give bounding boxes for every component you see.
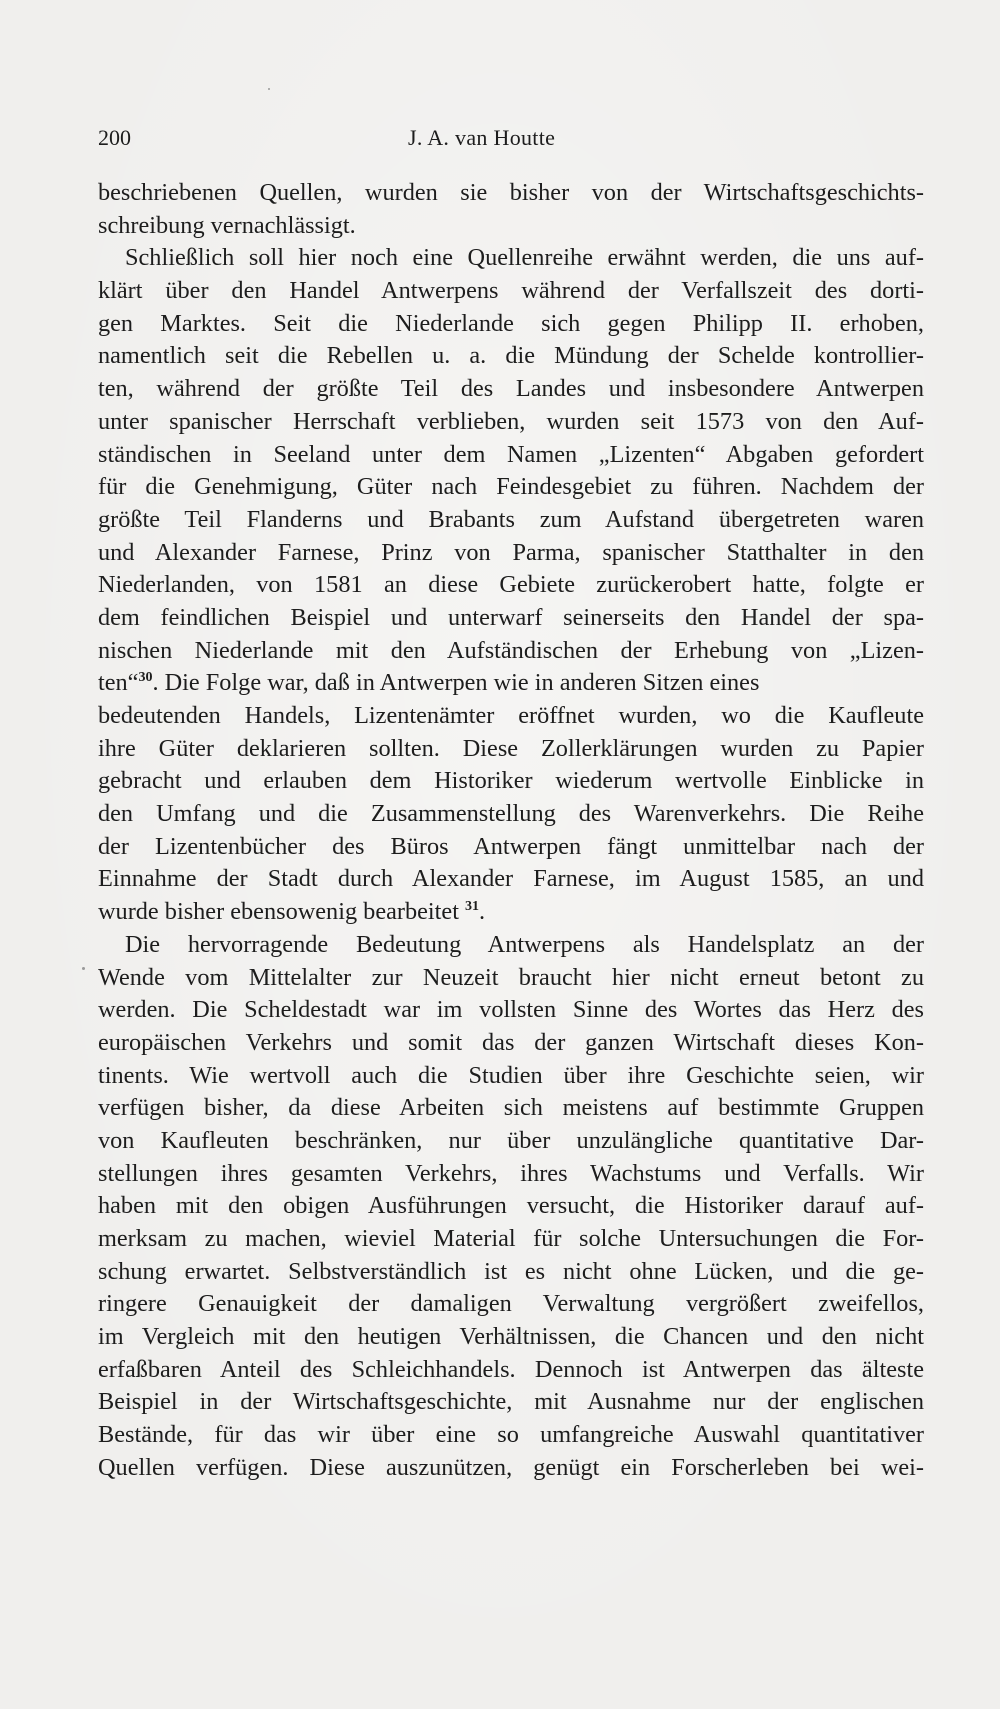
text-line: ständischen in Seeland unter dem Namen „Lizenten“ Abgaben gefordert (98, 440, 924, 468)
text-line: ihre Güter deklarieren sollten. Diese Zollerklärungen wurden zu Papier (98, 734, 924, 762)
text-line: tinents. Wie wertvoll auch die Studien über ihre Geschichte seien, wir (98, 1061, 924, 1089)
text-fragment: . Die Folge war, daß in Antwerpen wie in anderen Sitzen eines (152, 669, 760, 697)
text-line: von Kaufleuten beschränken, nur über unzulängliche quantitative Dar- (98, 1126, 924, 1154)
body-text (98, 177, 924, 1485)
text-line: Bestände, für das wir über eine so umfangreiche Auswahl quantitativer (98, 1421, 924, 1449)
text-line: Die hervorragende Bedeutung Antwerpens als Handelsplatz an der (125, 930, 924, 958)
text-line: den Umfang und die Zusammenstellung des Warenverkehrs. Die Reihe (98, 800, 924, 828)
text-line: Beispiel in der Wirtschaftsgeschichte, mit Ausnahme nur der englischen (98, 1388, 924, 1416)
text-line-with-footnote (98, 896, 924, 929)
running-head (98, 121, 924, 155)
text-line: beschriebenen Quellen, wurden sie bisher von der Wirtschaftsgeschichts- (98, 179, 924, 206)
text-line: stellungen ihres gesamten Verkehrs, ihres Wachstums und Verfalls. Wir (98, 1159, 924, 1187)
text-line: schung erwartet. Selbstverständlich ist es nicht ohne Lücken, und die ge- (98, 1257, 924, 1285)
text-line: Wende vom Mittelalter zur Neuzeit braucht hier nicht erneut betont zu (98, 963, 924, 991)
text-line: Quellen verfügen. Diese auszunützen, genügt ein Forscherleben bei wei- (98, 1453, 924, 1481)
text-line: europäischen Verkehrs und somit das der ganzen Wirtschaft dieses Kon- (98, 1028, 924, 1056)
text-fragment: . (479, 898, 486, 926)
text-line: dem feindlichen Beispiel und unterwarf seinerseits den Handel der spa- (98, 603, 924, 631)
paper-speck (82, 967, 85, 970)
text-line: im Vergleich mit den heutigen Verhältnissen, die Chancen und den nicht (98, 1323, 924, 1351)
text-line: bedeutenden Handels, Lizentenämter eröffnet wurden, wo die Kaufleute (98, 702, 924, 729)
text-line: Einnahme der Stadt durch Alexander Farnese, im August 1585, an und (98, 865, 924, 893)
text-line: werden. Die Scheldestadt war im vollsten Sinne des Wortes das Herz des (98, 996, 924, 1024)
text-line: klärt über den Handel Antwerpens während der Verfallszeit des dorti- (98, 277, 924, 305)
text-line: gen Marktes. Seit die Niederlande sich gegen Philipp II. erhoben, (98, 309, 924, 337)
text-line: verfügen bisher, da diese Arbeiten sich meistens auf bestimmte Gruppen (98, 1094, 924, 1122)
page-number: 200 (98, 125, 131, 150)
text-line: namentlich seit die Rebellen u. a. die Mündung der Schelde kontrollier- (98, 342, 924, 370)
text-line: haben mit den obigen Ausführungen versucht, die Historiker darauf auf- (98, 1192, 924, 1220)
text-line: erfaßbaren Anteil des Schleichhandels. Dennoch ist Antwerpen das älteste (98, 1355, 924, 1383)
text-fragment: ten“ (98, 669, 139, 697)
text-line: ten, während der größte Teil des Landes und insbesondere Antwerpen (98, 375, 924, 403)
text-line: der Lizentenbücher des Büros Antwerpen fängt unmittelbar nach der (98, 832, 924, 860)
text-line: schreibung vernachlässigt. (98, 211, 356, 239)
text-line: unter spanischer Herrschaft verblieben, wurden seit 1573 von den Auf- (98, 407, 924, 435)
footnote-ref: 31 (465, 899, 480, 915)
text-line: Niederlanden, von 1581 an diese Gebiete zurückerobert hatte, folgte er (98, 571, 924, 599)
text-line: nischen Niederlande mit den Aufständischen der Erhebung von „Lizen- (98, 636, 924, 664)
text-line: und Alexander Farnese, Prinz von Parma, spanischer Statthalter in den (98, 538, 924, 566)
text-line: für die Genehmigung, Güter nach Feindesgebiet zu führen. Nachdem der (98, 473, 924, 501)
text-line-with-footnote (98, 667, 924, 700)
text-line: größte Teil Flanderns und Brabants zum Aufstand übergetreten waren (98, 505, 924, 533)
text-line: gebracht und erlauben dem Historiker wiederum wertvolle Einblicke in (98, 767, 924, 795)
text-line: Schließlich soll hier noch eine Quellenreihe erwähnt werden, die uns auf- (125, 244, 924, 272)
paper-speck (268, 88, 270, 90)
text-line: ringere Genauigkeit der damaligen Verwaltung vergrößert zweifellos, (98, 1290, 924, 1318)
running-title: J. A. van Houtte (408, 125, 556, 150)
text-line: merksam zu machen, wieviel Material für solche Untersuchungen die For- (98, 1225, 924, 1252)
text-fragment: wurde bisher ebensowenig bearbeitet (98, 898, 459, 926)
footnote-ref: 30 (138, 670, 153, 686)
